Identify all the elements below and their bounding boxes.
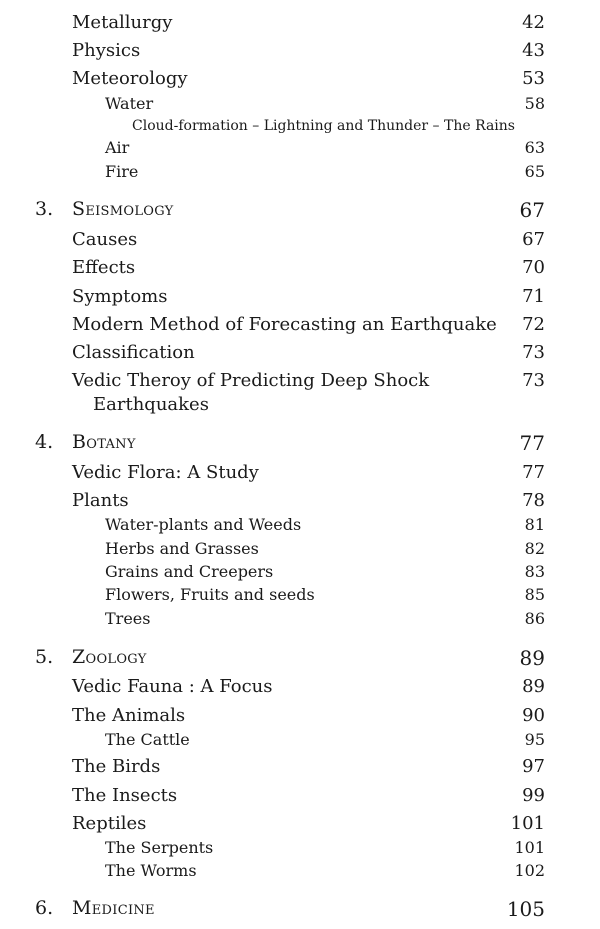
entry-page: 63 bbox=[524, 138, 545, 157]
chapter-title: Medicine bbox=[72, 897, 155, 919]
entry-title: The Birds bbox=[72, 756, 161, 777]
entry-page: 78 bbox=[522, 490, 545, 511]
entry-page: 72 bbox=[522, 314, 545, 335]
entry-page: 97 bbox=[522, 756, 545, 777]
entry-page: 71 bbox=[522, 286, 545, 307]
entry-page: 90 bbox=[522, 705, 545, 726]
entry-page: 95 bbox=[524, 730, 545, 749]
entry-title: Herbs and Grasses bbox=[105, 539, 259, 558]
entry-title: The Insects bbox=[72, 785, 178, 806]
entry-page: 83 bbox=[524, 562, 545, 581]
chapter-number: 3. bbox=[35, 198, 54, 220]
chapter-number: 4. bbox=[35, 431, 54, 453]
entry-page: 99 bbox=[522, 785, 545, 806]
entry-title: Air bbox=[105, 138, 130, 157]
entry-page: 101 bbox=[514, 838, 545, 857]
entry-title: Flowers, Fruits and seeds bbox=[105, 585, 315, 604]
entry-page: 53 bbox=[522, 68, 545, 89]
entry-page: 73 bbox=[522, 370, 545, 391]
entry-page: 65 bbox=[524, 162, 545, 181]
entry-title: Causes bbox=[72, 229, 138, 250]
entry-title: The Serpents bbox=[105, 838, 214, 857]
entry-title: Vedic Fauna : A Focus bbox=[72, 676, 273, 697]
entry-title: Water-plants and Weeds bbox=[105, 515, 302, 534]
chapter-page: 89 bbox=[519, 646, 545, 670]
entry-title: Classification bbox=[72, 342, 195, 363]
entry-page: 77 bbox=[522, 462, 545, 483]
entry-title: The Animals bbox=[72, 705, 186, 726]
entry-title: Grains and Creepers bbox=[105, 562, 274, 581]
entry-page: 86 bbox=[524, 609, 545, 628]
chapter-page: 77 bbox=[519, 431, 545, 455]
chapter-number: 6. bbox=[35, 897, 54, 919]
topics-text: Cloud-formation – Lightning and Thunder – The Rains bbox=[132, 118, 515, 134]
entry-title: Metallurgy bbox=[72, 12, 173, 33]
entry-page: 82 bbox=[524, 539, 545, 558]
entry-title: Meteorology bbox=[72, 68, 188, 89]
entry-page: 101 bbox=[510, 813, 545, 834]
entry-title: Modern Method of Forecasting an Earthquake bbox=[72, 314, 497, 335]
entry-page: 73 bbox=[522, 342, 545, 363]
entry-title: Reptiles bbox=[72, 813, 147, 834]
entry-title: Physics bbox=[72, 40, 141, 61]
entry-page: 89 bbox=[522, 676, 545, 697]
entry-title: Vedic Theroy of Predicting Deep Shock bbox=[72, 370, 430, 391]
entry-title: Symptoms bbox=[72, 286, 168, 307]
entry-title: Vedic Flora: A Study bbox=[72, 462, 259, 483]
entry-title-continued: Earthquakes bbox=[93, 394, 209, 415]
entry-title: Water bbox=[105, 94, 154, 113]
chapter-title: Zoology bbox=[72, 646, 147, 668]
entry-title: Fire bbox=[105, 162, 139, 181]
chapter-page: 67 bbox=[519, 198, 545, 222]
entry-page: 43 bbox=[522, 40, 545, 61]
chapter-page: 105 bbox=[506, 897, 545, 921]
entry-page: 70 bbox=[522, 257, 545, 278]
chapter-title: Botany bbox=[72, 431, 136, 453]
entry-title: The Cattle bbox=[105, 730, 190, 749]
entry-page: 102 bbox=[514, 861, 545, 880]
chapter-title: Seismology bbox=[72, 198, 174, 220]
entry-page: 58 bbox=[524, 94, 545, 113]
entry-page: 67 bbox=[522, 229, 545, 250]
entry-page: 85 bbox=[524, 585, 545, 604]
chapter-number: 5. bbox=[35, 646, 54, 668]
entry-title: Plants bbox=[72, 490, 129, 511]
entry-page: 42 bbox=[522, 12, 545, 33]
entry-title: Trees bbox=[105, 609, 151, 628]
entry-title: Effects bbox=[72, 257, 136, 278]
entry-page: 81 bbox=[524, 515, 545, 534]
entry-title: The Worms bbox=[105, 861, 197, 880]
